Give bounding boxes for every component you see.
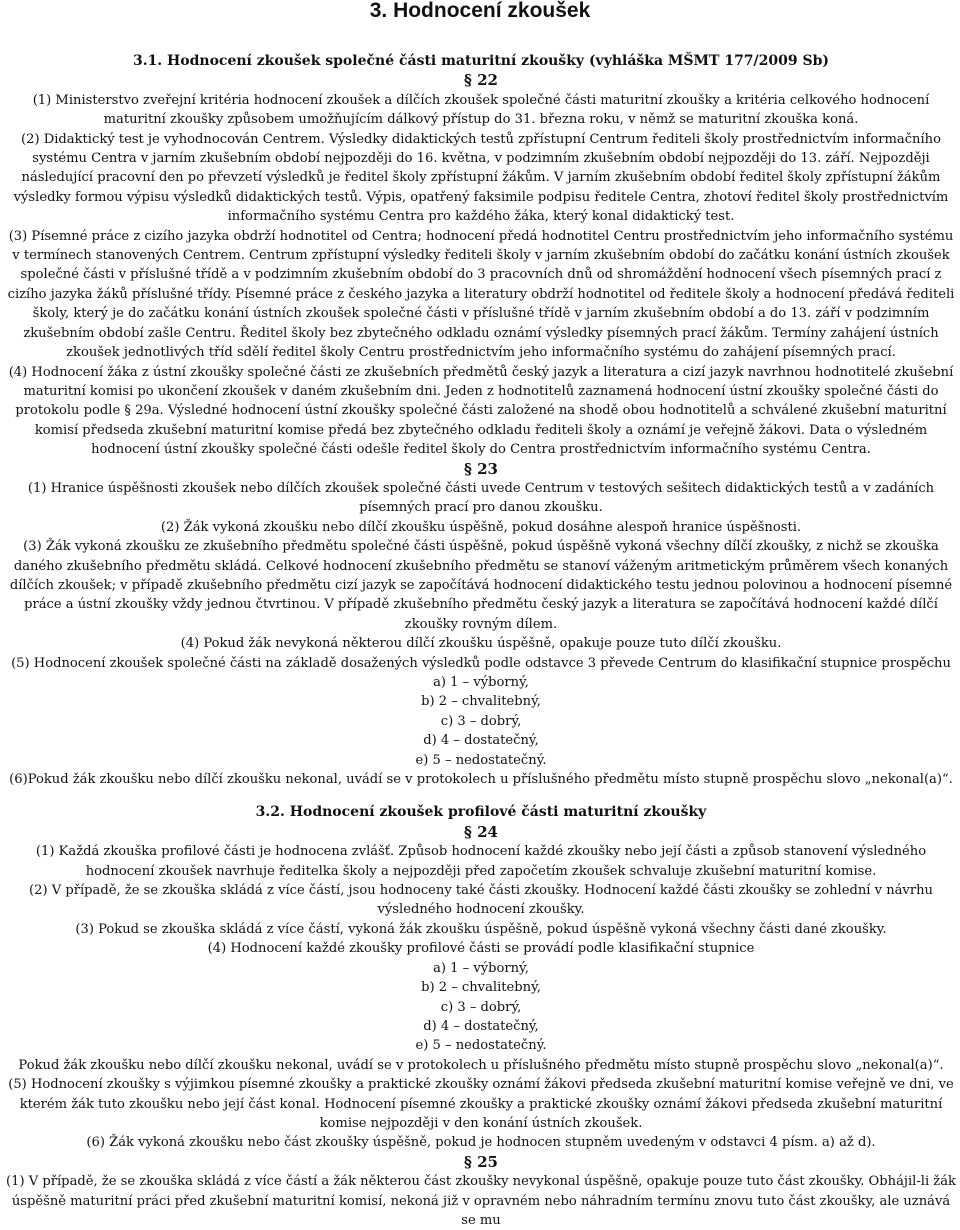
document-body xyxy=(6,52,956,1230)
par24-item-3: (3) Pokud se zkouška skládá z více částí, vykoná žák zkoušku úspěšně, pokud úspěšně vykoná všechny části dané zkoušky. xyxy=(75,921,887,937)
par24-item-4b: Pokud žák zkoušku nebo dílčí zkoušku nekonal, uvádí se v protokolech u příslušného předmětu místo stupně prospěchu slovo „nekonal(a)“. xyxy=(18,1057,944,1073)
grade-item: a) 1 – výborný, xyxy=(433,960,529,976)
grade-item: b) 2 – chvalitebný, xyxy=(421,980,541,996)
par24-item-6: (6) Žák vykoná zkoušku nebo část zkoušky úspěšně, pokud je hodnocen stupněm uvedeným v odstavci 4 písm. a) až d). xyxy=(86,1135,876,1151)
chapter-title: 3. Hodnocení zkoušek xyxy=(369,0,591,22)
par24-item-4: (4) Hodnocení každé zkoušky profilové části se provádí podle klasifikační stupnice xyxy=(207,941,755,957)
paragraph-mark-24: § 24 xyxy=(464,822,498,841)
par23-item-3: (3) Žák vykoná zkoušku ze zkušebního předmětu společné části úspěšně, pokud úspěšně vykoná všechny dílčí zkoušky, z nichž se zkouška daného zkušebního předmětu skládá. Celkové hodnocení zkušebního předmětu se stanoví váženým aritmetickým průměrem všech konaných dílčích zkoušek; v případě zkušebního předmětu cizí jazyk se započítává hodnocení didaktického testu jednou polovinou a hodnocení písemné práce a ústní zkoušky vždy jednou čtvrtinou. V případě zkušebního předmětu český jazyk a literatura se započítává hodnocení každé dílčí zkoušky rovným dílem. xyxy=(9,539,953,632)
par23-item-6: (6)Pokud žák zkoušku nebo dílčí zkoušku nekonal, uvádí se v protokolech u příslušného předmětu místo stupně prospěchu slovo „nekonal(a)“. xyxy=(9,772,953,788)
section-spacer xyxy=(6,789,956,803)
section-heading-3-1: 3.1. Hodnocení zkoušek společné části maturitní zkoušky (vyhláška MŠMT 177/2009 Sb) xyxy=(132,53,830,69)
par22-item-4: (4) Hodnocení žáka z ústní zkoušky společné části ze zkušebních předmětů český jazyk a literatura a cizí jazyk navrhnou hodnotitelé zkušební maturitní komisi po ukončení zkoušek v daném zkušebním dni. Jeden z hodnotitelů zaznamená hodnocení ústní zkoušky společné části do protokolu podle § 29a. Výsledné hodnocení ústní zkoušky společné části založené na shodě obou hodnotitelů a schválené zkušební maturitní komisí předseda zkušební maturitní komise předá bez zbytečného odkladu řediteli školy a oznámí je veřejně žákovi. Data o výsledném hodnocení ústní zkoušky společné části odešle ředitel školy do Centra prostřednictvím informačního systému Centra. xyxy=(8,364,954,458)
grade-item: a) 1 – výborný, xyxy=(433,675,529,690)
grade-item: d) 4 – dostatečný, xyxy=(423,733,539,749)
section-heading-3-2: 3.2. Hodnocení zkoušek profilové části maturitní zkoušky xyxy=(255,804,707,821)
grade-scale-list xyxy=(6,959,956,1056)
par24-item-5: (5) Hodnocení zkoušky s výjimkou písemné zkoušky a praktické zkoušky oznámí žákovi předseda zkušební maturitní komise veřejně ve dni, ve kterém žák tuto zkoušku nebo její část konal. Hodnocení písemné zkoušky a praktické zkoušky oznámí žákovi předseda zkušební maturitní komise nejpozději v den konání ústních zkoušek. xyxy=(8,1077,954,1131)
par23-item-5: (5) Hodnocení zkoušek společné části na základě dosažených výsledků podle odstavce 3 převede Centrum do klasifikační stupnice prospěchu xyxy=(11,655,951,671)
par23-item-4: (4) Pokud žák nevykoná některou dílčí zkoušku úspěšně, opakuje pouze tuto dílčí zkoušku. xyxy=(180,636,782,652)
grade-item: c) 3 – dobrý, xyxy=(440,713,522,729)
par24-item-1: (1) Každá zkouška profilové části je hodnocena zvlášť. Způsob hodnocení každé zkoušky nebo její části a způsob stanovení výsledného hodnocení zkoušek navrhuje ředitelka školy a nejpozději před započetím zkoušek schvaluje zkušební maturitní komise. xyxy=(35,844,927,879)
grade-item: d) 4 – dostatečný, xyxy=(423,1018,539,1034)
grade-item: c) 3 – dobrý, xyxy=(440,999,522,1015)
par23-item-2: (2) Žák vykoná zkoušku nebo dílčí zkoušku úspěšně, pokud dosáhne alespoň hranice úspěšnosti. xyxy=(160,519,802,535)
par24-item-2: (2) V případě, že se zkouška skládá z více částí, jsou hodnoceny také části zkoušky. Hodnocení každé části zkoušky se zohlední v návrhu výsledného hodnocení zkoušky. xyxy=(29,883,933,918)
grade-item: b) 2 – chvalitebný, xyxy=(421,694,541,710)
par23-item-1: (1) Hranice úspěšnosti zkoušek nebo dílčích zkoušek společné části uvede Centrum v testových sešitech didaktických testů a v zadáních písemných prací pro danou zkoušku. xyxy=(27,480,935,516)
grade-item: e) 5 – nedostatečný. xyxy=(415,1038,547,1054)
par22-item-1: (1) Ministerstvo zveřejní kritéria hodnocení zkoušek a dílčích zkoušek společné části maturitní zkoušky a kritéria celkového hodnocení maturitní zkoušky způsobem umožňujícím dálkový přístup do 31. března roku, v němž se maturitní zkouška koná. xyxy=(32,92,930,128)
par25-item-1: (1) V případě, že se zkouška skládá z více částí a žák některou část zkoušky nevykonal úspěšně, opakuje pouze tuto část zkoušky. Obhájil-li žák úspěšně maturitní práci před zkušební maturitní komisí, nekoná již v opravném nebo náhradním termínu znovu tuto část zkoušky, ale uznává se mu xyxy=(6,1174,956,1228)
paragraph-mark-23: § 23 xyxy=(464,459,498,478)
grade-item: e) 5 – nedostatečný. xyxy=(415,752,547,768)
par22-item-2: (2) Didaktický test je vyhodnocován Centrem. Výsledky didaktických testů zpřístupní Centrum řediteli školy prostřednictvím informačního systému Centra v jarním zkušebním období nejpozději do 16. května, v podzimním zkušebním období nejpozději do 13. září. Nejpozději následující pracovní den po převzetí výsledků je ředitel školy zpřístupní žákům. V jarním zkušebním období ředitel školy zpřístupní žákům výsledky formou výpisu výsledků didaktických testů. Výpis, opatřený faksimile podpisu ředitele Centra, zhotoví ředitel školy prostřednictvím informačního systému Centra pro každého žáka, který konal didaktický test. xyxy=(13,131,949,225)
grade-scale-list xyxy=(6,673,956,770)
paragraph-mark-22: § 22 xyxy=(464,71,498,90)
paragraph-mark-25: § 25 xyxy=(464,1152,498,1171)
par22-item-3: (3) Písemné práce z cizího jazyka obdrží hodnotitel od Centra; hodnocení předá hodnotitel Centru prostřednictvím jeho informačního systému v termínech stanovených Centrem. Centrum zpřístupní výsledky řediteli školy v jarním zkušebním období do začátku konání ústních zkoušek společné části v příslušné třídě a v podzimním zkušebním období do 3 pracovních dnů od shromáždění hodnocení všech písemných prací z cizího jazyka žáků příslušné třídy. Písemné práce z českého jazyka a literatury obdrží hodnotitel od ředitele školy a hodnocení předává řediteli školy, který je do začátku konání ústních zkoušek společné části v příslušné třídě v jarním zkušebním období a do 13. září v podzimním zkušebním období zašle Centru. Ředitel školy bez zbytečného odkladu oznámí výsledky písemných prací žákům. Termíny zahájení ústních zkoušek jednotlivých tříd sdělí ředitel školy Centru prostřednictvím jeho informačního systému do zahájení písemných prací. xyxy=(7,228,955,361)
